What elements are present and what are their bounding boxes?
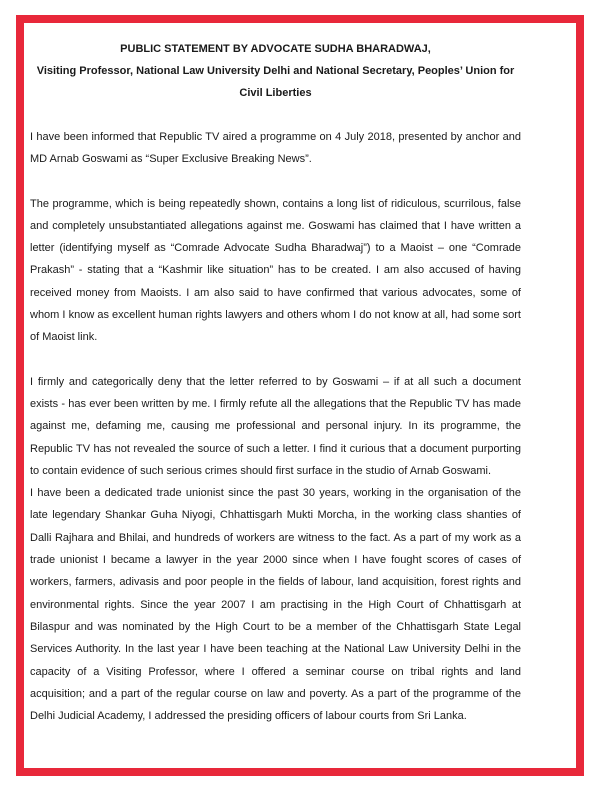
- spacer: [30, 349, 521, 371]
- paragraph-3: I firmly and categorically deny that the letter referred to by Goswami – if at all such a document exists - has ever been written by me. I firmly refute all the allegations that the Republic TV has made against me, defaming me, causing me professional and personal injury. In its programme, the Republic TV has not revealed the source of such a letter. I find it curious that a document purporting to contain evidence of such serious crimes should first surface in the studio of Arnab Goswami.: [30, 375, 521, 477]
- paragraph-4: I have been a dedicated trade unionist since the past 30 years, working in the organisation of the late legendary Shankar Guha Niyogi, Chhattisgarh Mukti Morcha, in the working class shanties of Dalli Rajhara and Bhilai, and hundreds of workers are witness to the fact. As a part of my work as a trade unionist I became a lawyer in the year 2000 since when I have fought scores of cases of workers, farmers, adivasis and poor people in the fields of labour, land acquisition, forest rights and environmental rights. Since the year 2007 I am practising in the High Court of Chhattisgarh at Bilaspur and was nominated by the High Court to be a member of the Chhattisgarh State Legal Services Authority. In the last year I have been teaching at the National Law University Delhi in the capacity of a Visiting Professor, where I offered a seminar course on tribal rights and land acquisition; and a part of the regular course on law and poverty. As a part of the programme of the Delhi Judicial Academy, I addressed the presiding officers of labour courts from Sri Lanka.: [30, 487, 521, 723]
- paragraph-1: I have been informed that Republic TV aired a programme on 4 July 2018, presented by anchor and MD Arnab Goswami as “Super Exclusive Breaking News”.: [30, 131, 521, 166]
- statement-title: PUBLIC STATEMENT BY ADVOCATE SUDHA BHARADWAJ,: [120, 43, 431, 55]
- spacer: [30, 104, 521, 126]
- statement-document: [30, 38, 521, 727]
- spacer: [30, 171, 521, 193]
- statement-subtitle: Visiting Professor, National Law University Delhi and National Secretary, Peoples’ Union for Civil Liberties: [36, 65, 515, 99]
- paragraph-2: The programme, which is being repeatedly shown, contains a long list of ridiculous, scurrilous, false and completely unsubstantiated allegations against me. Goswami has claimed that I have written a letter (identifying myself as “Comrade Advocate Sudha Bharadwaj”) to a Maoist – one “Comrade Prakash” - stating that a “Kashmir like situation” has to be created. I am also accused of having received money from Maoists. I am also said to have confirmed that various advocates, some of whom I know as excellent human rights lawyers and others whom I do not know at all, had some sort of Maoist link.: [30, 197, 521, 344]
